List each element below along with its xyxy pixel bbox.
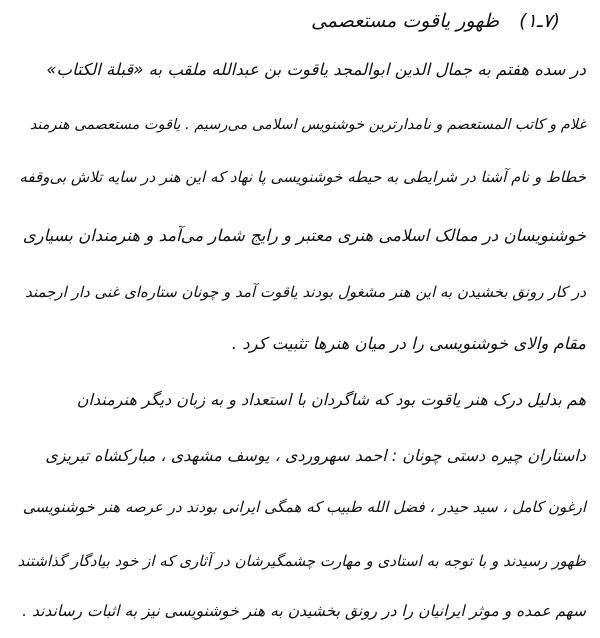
text-line: غلام و کاتب المستعصم و نامدارترین خوشنویس اسلامی می‌رسیم . یاقوت مستعصمی هنرمند bbox=[29, 117, 586, 133]
text-line: خوشنویسان در ممالک اسلامی هنری معتبر و رایج شمار می‌آمد و هنرمندان بسیاری bbox=[22, 226, 586, 245]
text-line: هم بدلیل درک هنر یاقوت بود که شاگردان با استعداد و به زبان دیگر هنرمندان bbox=[76, 390, 586, 409]
text-line: سهم عمده و موثر ایرانیان را در رونق بخشیدن به هنر خوشنویسی نیز به اثبات رساندند . bbox=[22, 602, 586, 620]
text-line: در کار رونق بخشیدن به این هنر مشغول بودند یاقوت آمد و چونان ستاره‌ای غنی دار ارجمند bbox=[25, 283, 586, 301]
text-line: داستاران چیره دستی چونان : احمد سهروردی ، یوسف مشهدی ، مبارکشاه تبریزی bbox=[45, 446, 586, 465]
text-line: خطاط و نام آشنا در شرایطی به حیطه خوشنویسی پا نهاد که این هنر در سایه تلاش بی‌وقفه bbox=[19, 168, 586, 186]
section-title: ظهور یاقوت مستعصمی bbox=[310, 10, 500, 32]
text-line: مقام والای خوشنویسی را در میان هنرها تثبیت کرد . bbox=[231, 334, 586, 353]
text-line: ظهور رسیدند و با توجه به استادی و مهارت چشمگیرشان در آثاری که از خود بیادگار گذاشتند bbox=[17, 552, 586, 570]
text-line: در سده هفتم به جمال الدین ابوالمجد یاقوت بن عبدالله ملقب به «قبلة الکتاب» bbox=[46, 60, 586, 79]
text-line: ارغون کامل ، سید حیدر ، فضل الله طبیب که همگی ایرانی بودند در عرصه هنر خوشنویسی bbox=[22, 498, 586, 516]
section-number: (۷ـ۱) bbox=[519, 10, 560, 32]
section-heading bbox=[311, 10, 560, 32]
